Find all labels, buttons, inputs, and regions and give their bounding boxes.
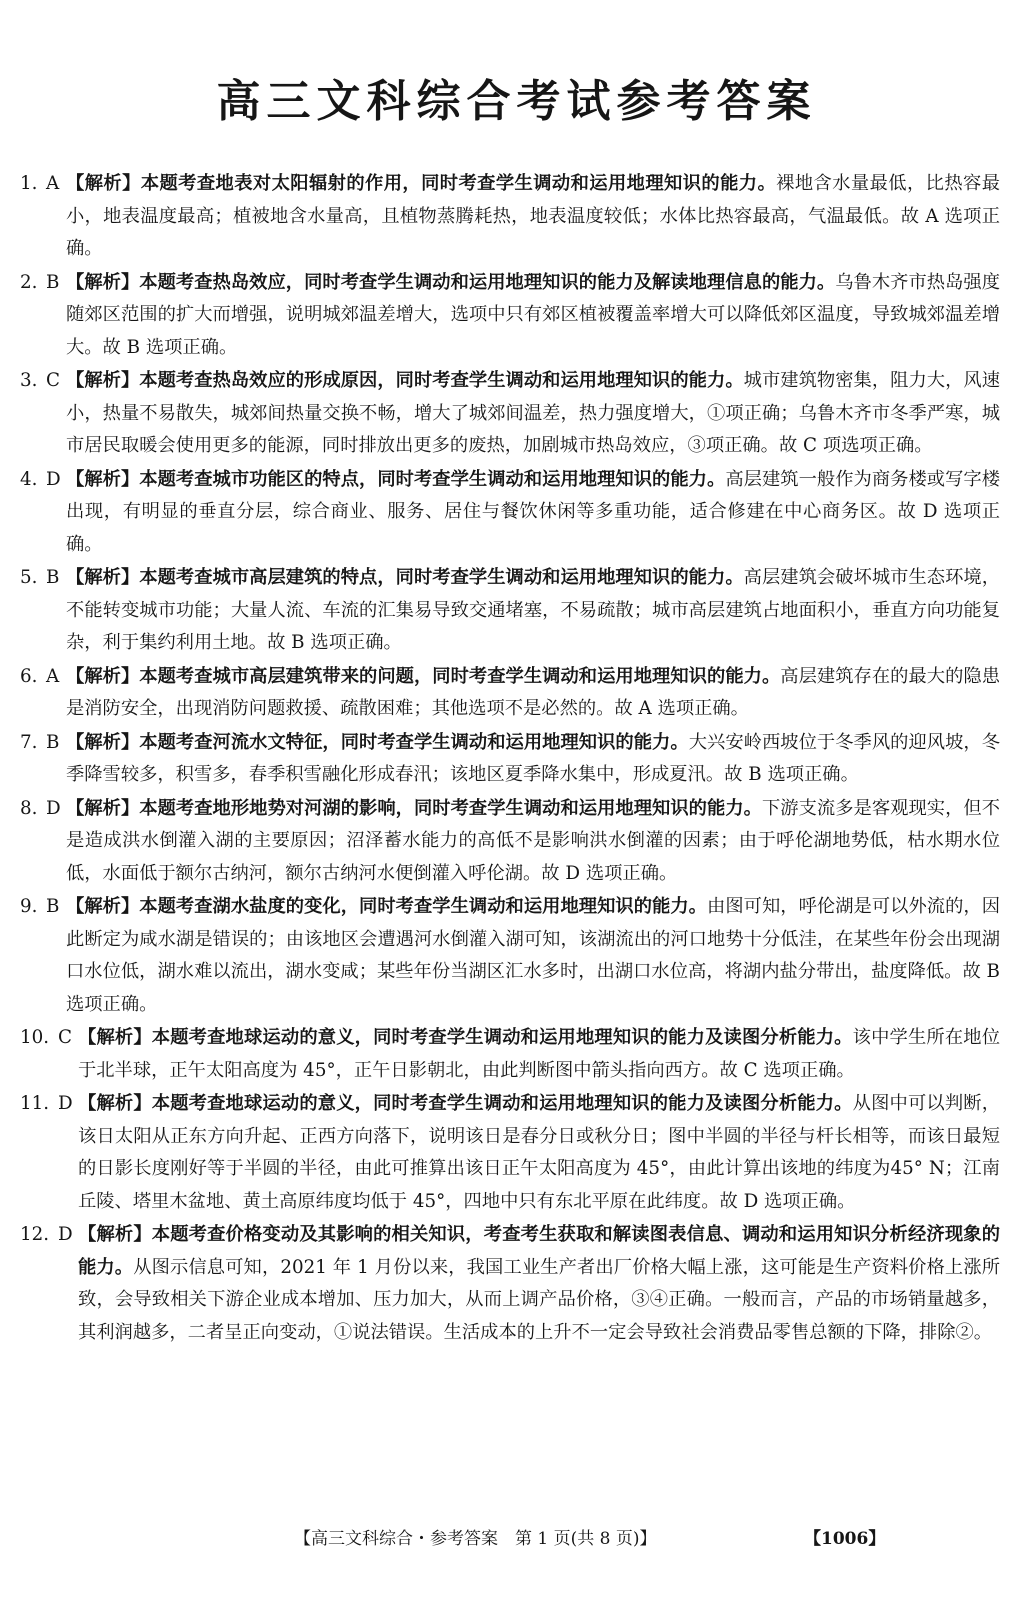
question-number: 7.	[20, 731, 38, 753]
answer-item	[20, 1088, 1000, 1218]
analysis-body: 大兴安岭西坡位于冬季风的迎风坡，冬季降雪较多，积雪多，春季积雪融化形成春汛；该地区夏季降水集中，形成夏汛。故 B 选项正确。	[66, 731, 1000, 785]
analysis-heading: 【解析】本题考查地球运动的意义，同时考查学生调动和运用地理知识的能力及读图分析能力。	[78, 1027, 853, 1048]
analysis-body: 高层建筑会破坏城市生态环境，不能转变城市功能；大量人流、车流的汇集易导致交通堵塞，不易疏散；城市高层建筑占地面积小，垂直方向功能复杂，利于集约利用土地。故 B 选项正确。	[66, 567, 1001, 653]
answer-letter: B	[46, 567, 60, 588]
answer-letter: A	[46, 173, 60, 194]
answer-item	[20, 891, 1000, 1021]
answer-letter: D	[46, 468, 61, 490]
question-number: 10.	[20, 1027, 50, 1048]
answer-letter: B	[46, 271, 60, 293]
answer-item	[20, 168, 1000, 266]
answer-number	[20, 793, 66, 891]
question-number: 5.	[20, 567, 38, 588]
footer-code: 【1006】	[804, 1529, 886, 1549]
answer-number	[20, 727, 66, 792]
analysis-heading: 【解析】本题考查地形地势对河湖的影响，同时考查学生调动和运用地理知识的能力。	[66, 797, 762, 819]
answer-item	[20, 661, 1000, 726]
analysis-heading: 【解析】本题考查热岛效应的形成原因，同时考查学生调动和运用地理知识的能力。	[66, 370, 744, 391]
answer-text	[66, 891, 1000, 1021]
answer-item	[20, 267, 1000, 365]
analysis-heading: 【解析】本题考查地表对太阳辐射的作用，同时考查学生调动和运用地理知识的能力。	[66, 173, 777, 194]
answer-item	[20, 1219, 1000, 1349]
answer-text	[66, 365, 1000, 463]
analysis-body: 裸地含水量最低，比热容最小，地表温度最高；植被地含水量高，且植物蒸腾耗热，地表温度较低；水体比热容最高，气温最低。故 A 选项正确。	[66, 173, 1001, 259]
answer-text	[66, 661, 1000, 726]
question-number: 9.	[20, 896, 38, 917]
analysis-heading: 【解析】本题考查价格变动及其影响的相关知识，考查考生获取和解读图表信息、调动和运用知识分析经济现象的能力。	[78, 1224, 1000, 1278]
answer-letter: A	[46, 665, 60, 687]
analysis-body: 高层建筑存在的最大的隐患是消防安全，出现消防问题救援、疏散困难；其他选项不是必然的。故 A 选项正确。	[66, 665, 1001, 719]
answer-item	[20, 464, 1000, 562]
answer-number	[20, 464, 66, 562]
analysis-body: 从图中可以判断，该日太阳从正东方向升起、正西方向落下，说明该日是春分日或秋分日；图中半圆的半径与杆长相等，而该日最短的日影长度刚好等于半圆的半径，由此可推算出该日正午太阳高度为 45°，由此计算出该地的纬度为45° N；江南丘陵、塔里木盆地、黄土高原纬度均低于 45°，四地中只有东北平原在此纬度。故 D 选项正确。	[78, 1093, 1001, 1212]
answer-text	[78, 1088, 1000, 1218]
analysis-heading: 【解析】本题考查河流水文特征，同时考查学生调动和运用地理知识的能力。	[66, 731, 689, 753]
answer-letter: C	[58, 1027, 72, 1048]
analysis-heading: 【解析】本题考查地球运动的意义，同时考查学生调动和运用地理知识的能力及读图分析能力。	[78, 1093, 853, 1114]
question-number: 1.	[20, 173, 38, 194]
answer-text	[66, 562, 1000, 660]
answer-letter: B	[46, 896, 60, 917]
question-number: 6.	[20, 665, 38, 687]
analysis-heading: 【解析】本题考查城市高层建筑带来的问题，同时考查学生调动和运用地理知识的能力。	[66, 665, 781, 687]
question-number: 2.	[20, 271, 38, 293]
page-title: 高三文科综合考试参考答案	[216, 76, 817, 127]
analysis-body: 下游支流多是客观现实，但不是造成洪水倒灌入湖的主要原因；沼泽蓄水能力的高低不是影响洪水倒灌的因素；由于呼伦湖地势低，枯水期水位低，水面低于额尔古纳河，额尔古纳河水便倒灌入呼伦湖。故 D 选项正确。	[66, 797, 1001, 884]
answer-number	[20, 267, 66, 365]
answer-number	[20, 1088, 78, 1218]
answer-letter: D	[58, 1093, 73, 1114]
question-number: 4.	[20, 468, 38, 490]
footer-page-info: 【高三文科综合・参考答案 第 1 页(共 8 页)】	[294, 1529, 657, 1549]
answer-text	[66, 464, 1000, 562]
answer-number	[20, 168, 66, 266]
answer-letter: D	[46, 797, 61, 819]
answer-text	[78, 1219, 1000, 1349]
answer-item	[20, 562, 1000, 660]
answer-text	[66, 727, 1000, 792]
question-number: 12.	[20, 1224, 50, 1245]
analysis-body: 由图可知，呼伦湖是可以外流的，因此断定为咸水湖是错误的；由该地区会遭遇河水倒灌入湖可知，该湖流出的河口地势十分低洼，在某些年份会出现湖口水位低，湖水难以流出，湖水变咸；某些年份当湖区汇水多时，出湖口水位高，将湖内盐分带出，盐度降低。故 B 选项正确。	[66, 896, 1001, 1015]
answer-item	[20, 1022, 1000, 1087]
analysis-heading: 【解析】本题考查城市高层建筑的特点，同时考查学生调动和运用地理知识的能力。	[66, 567, 744, 588]
answer-letter: C	[46, 370, 60, 391]
analysis-body: 高层建筑一般作为商务楼或写字楼出现，有明显的垂直分层，综合商业、服务、居住与餐饮休闲等多重功能，适合修建在中心商务区。故 D 选项正确。	[66, 468, 1001, 555]
analysis-body: 城市建筑物密集，阻力大，风速小，热量不易散失，城郊间热量交换不畅，增大了城郊间温差，热力强度增大，①项正确；乌鲁木齐市冬季严寒，城市居民取暖会使用更多的能源，同时排放出更多的废热，加剧城市热岛效应，③项正确。故 C 项选项正确。	[66, 370, 1001, 456]
answer-text	[66, 267, 1000, 365]
answer-number	[20, 661, 66, 726]
answer-letter: D	[58, 1224, 73, 1245]
analysis-heading: 【解析】本题考查热岛效应，同时考查学生调动和运用地理知识的能力及解读地理信息的能力。	[66, 271, 836, 293]
answer-number	[20, 562, 66, 660]
answer-number	[20, 891, 66, 1021]
analysis-body: 乌鲁木齐市热岛强度随郊区范围的扩大而增强，说明城郊温差增大，选项中只有郊区植被覆盖率增大可以降低郊区温度，导致城郊温差增大。故 B 选项正确。	[66, 271, 1000, 358]
answer-text	[66, 168, 1000, 266]
question-number: 8.	[20, 797, 38, 819]
answer-text	[66, 793, 1000, 891]
answer-number	[20, 1219, 78, 1349]
analysis-body: 从图示信息可知，2021 年 1 月份以来，我国工业生产者出厂价格大幅上涨，这可能是生产资料价格上涨所致，会导致相关下游企业成本增加、压力加大，从而上调产品价格，③④正确。一般而言，产品的市场销量越多，其利润越多，二者呈正向变动，①说法错误。生活成本的上升不一定会导致社会消费品零售总额的下降，排除②。	[78, 1256, 1000, 1343]
answer-number	[20, 365, 66, 463]
analysis-body: 该中学生所在地位于北半球，正午太阳高度为 45°，正午日影朝北，由此判断图中箭头指向西方。故 C 选项正确。	[78, 1027, 1001, 1081]
question-number: 3.	[20, 370, 38, 391]
answer-item	[20, 793, 1000, 891]
answer-item	[20, 365, 1000, 463]
answer-number	[20, 1022, 78, 1087]
answer-item	[20, 727, 1000, 792]
analysis-heading: 【解析】本题考查城市功能区的特点，同时考查学生调动和运用地理知识的能力。	[66, 468, 726, 490]
answer-text	[78, 1022, 1000, 1087]
answer-list	[20, 168, 1000, 1349]
analysis-heading: 【解析】本题考查湖水盐度的变化，同时考查学生调动和运用地理知识的能力。	[66, 896, 708, 917]
answer-letter: B	[46, 731, 60, 753]
question-number: 11.	[20, 1093, 50, 1114]
